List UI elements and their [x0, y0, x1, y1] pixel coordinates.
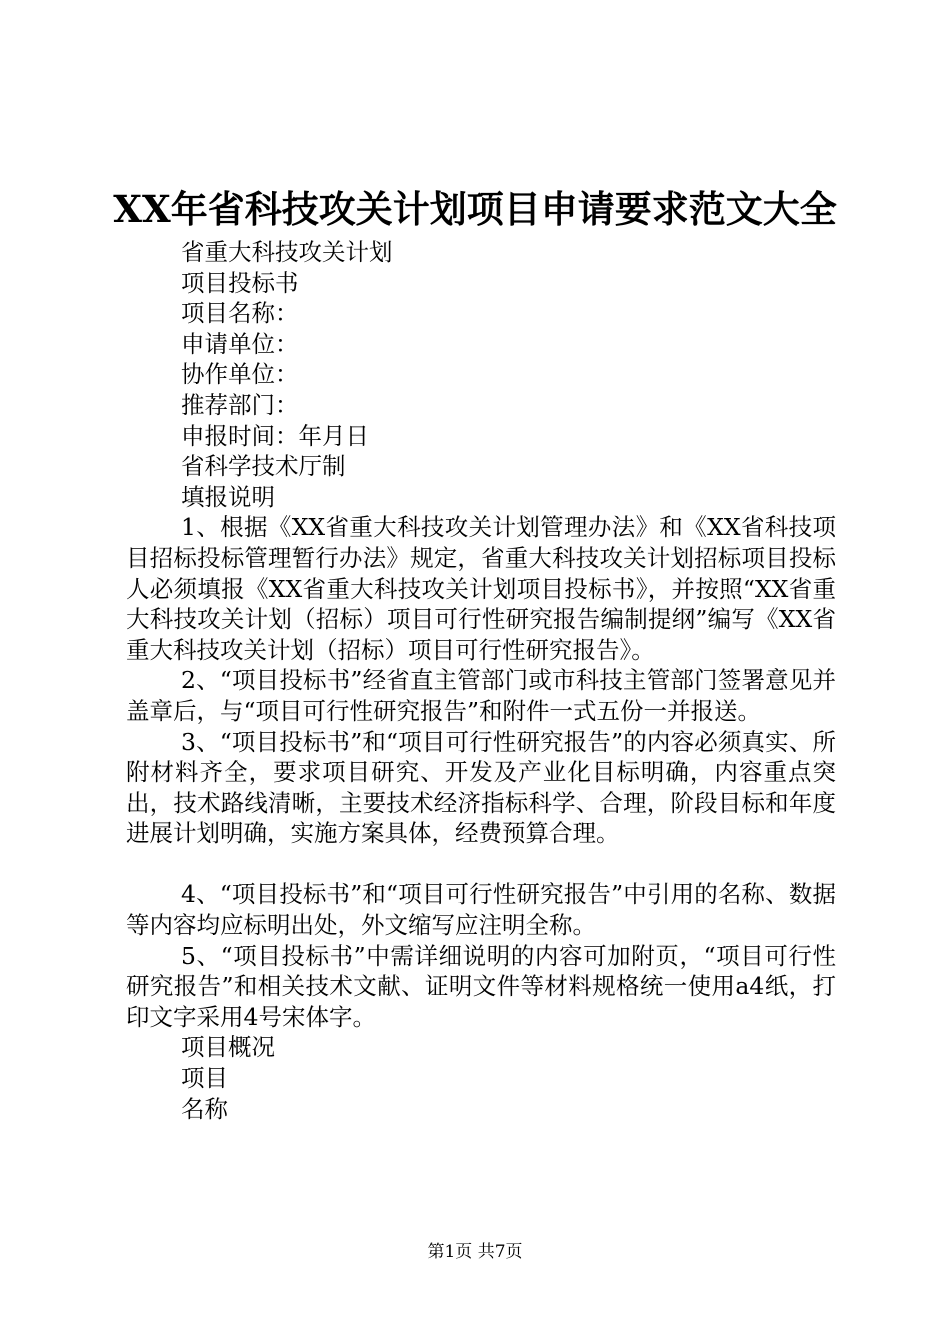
field-applicant: 申请单位： — [181, 329, 299, 358]
section-heading-overview: 项目概况 — [181, 1033, 275, 1062]
instruction-paragraph-5: 5、“项目投标书”中需详细说明的内容可加附页，“项目可行性研究报告”和相关技术文献、证明文件等材料规格统一使用a4纸，打印文字采用4号宋体字。 — [126, 941, 836, 1031]
table-label-name: 名称 — [181, 1094, 228, 1123]
paragraph-gap — [126, 849, 836, 880]
header-line-bid-doc: 项目投标书 — [181, 268, 299, 297]
instruction-paragraph-1: 1、根据《XX省重大科技攻关计划管理办法》和《XX省科技项目招标投标管理暂行办法》规定，省重大科技攻关计划招标项目投标人必须填报《XX省重大科技攻关计划项目投标书》，并按照“XX省重大科技攻关计划（招标）项目可行性研究报告编制提纲”编写《XX省重大科技攻关计划（招标）项目可行性研究报告》。 — [126, 513, 836, 664]
instruction-paragraph-2: 2、“项目投标书”经省直主管部门或市科技主管部门签署意见并盖章后，与“项目可行性研究报告”和附件一式五份一并报送。 — [126, 666, 836, 725]
header-line-issuer: 省科学技术厅制 — [181, 452, 346, 481]
field-collaborator: 协作单位： — [181, 360, 299, 389]
instruction-paragraph-4: 4、“项目投标书”和“项目可行性研究报告”中引用的名称、数据等内容均应标明出处，外文缩写应注明全称。 — [126, 880, 836, 940]
field-recommender: 推荐部门： — [181, 390, 299, 419]
field-date: 申报时间：年月日 — [181, 421, 369, 450]
instruction-paragraph-3: 3、“项目投标书”和“项目可行性研究报告”的内容必须真实、所附材料齐全，要求项目研究、开发及产业化目标明确，内容重点突出，技术路线清晰，主要技术经济指标科学、合理，阶段目标和年度进展计划明确，实施方案具体，经费预算合理。 — [126, 727, 836, 848]
document-body — [126, 237, 836, 1124]
page-footer: 第1页 共7页 — [427, 1242, 523, 1262]
document-title: XX年省科技攻关计划项目申请要求范文大全 — [113, 187, 837, 231]
section-heading-instructions: 填报说明 — [181, 482, 275, 511]
table-label-project: 项目 — [181, 1064, 228, 1093]
header-line-plan: 省重大科技攻关计划 — [181, 238, 393, 266]
field-project-name: 项目名称： — [181, 299, 299, 328]
